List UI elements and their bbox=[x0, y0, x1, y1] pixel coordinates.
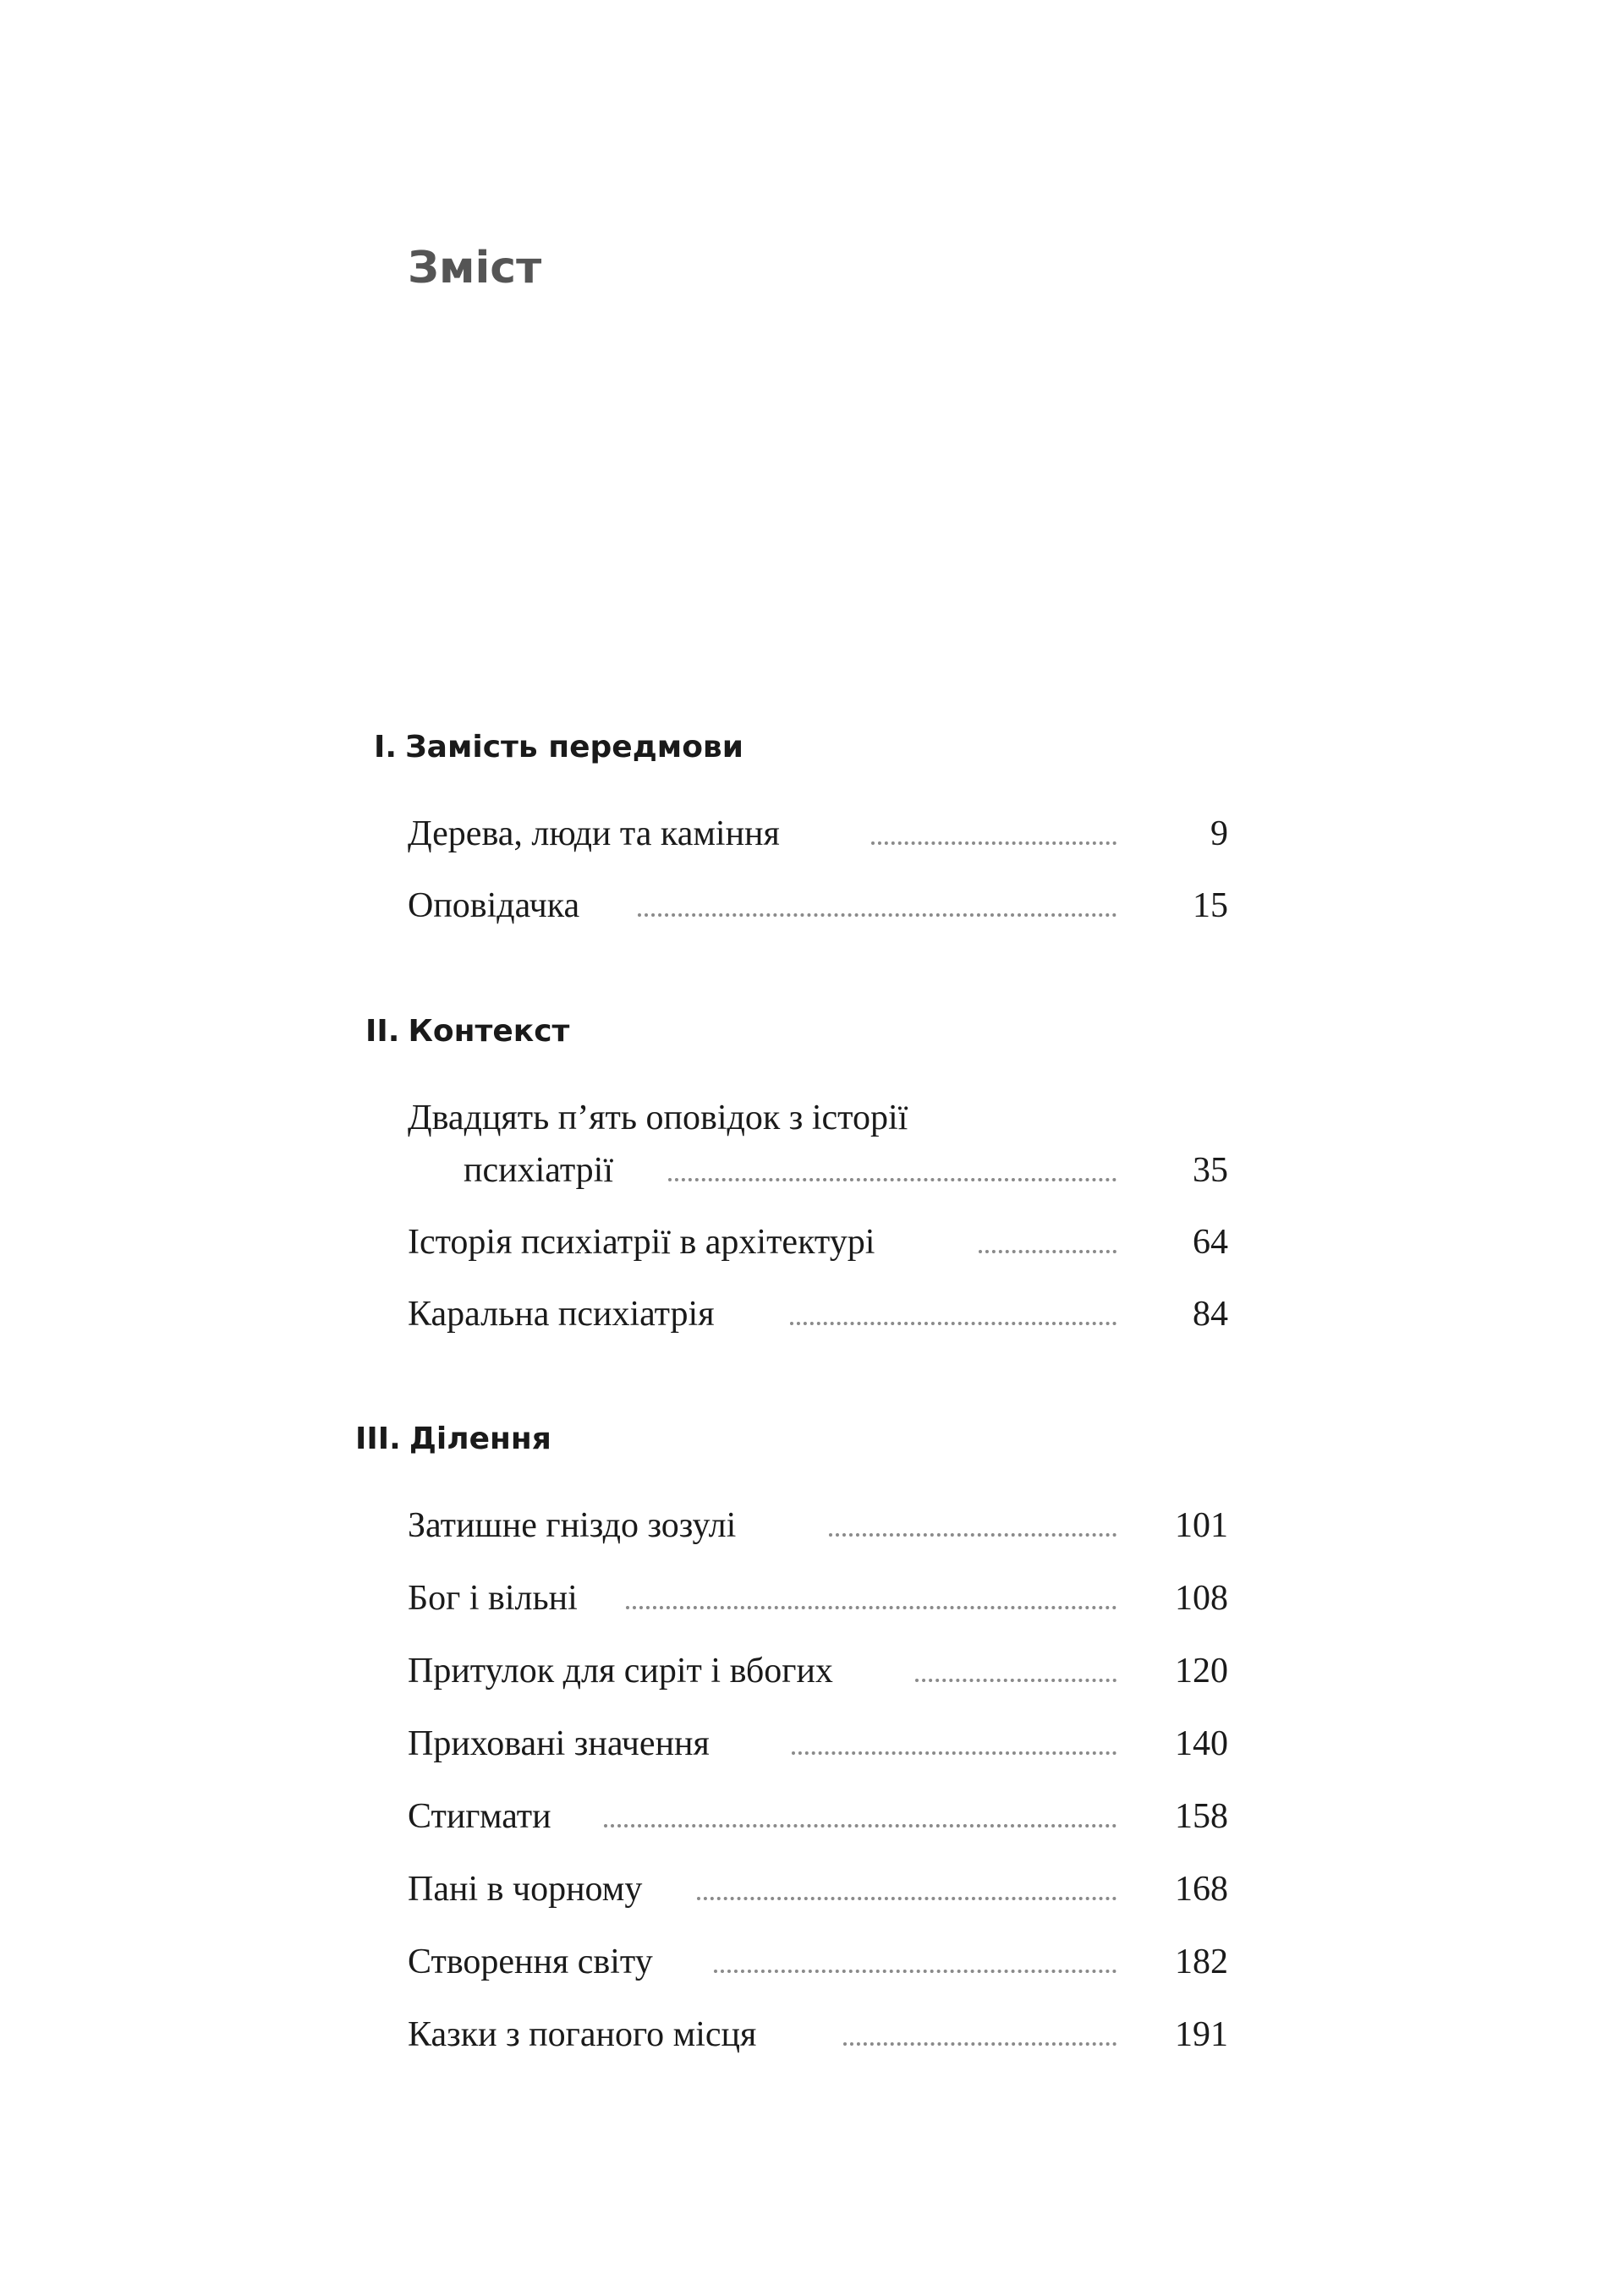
dot-leader bbox=[714, 1970, 1116, 1973]
dot-leader bbox=[829, 1533, 1116, 1537]
dot-leader bbox=[871, 841, 1116, 845]
entry-page-number: 35 bbox=[1193, 1151, 1228, 1190]
entry-title: Притулок для сиріт і вбогих bbox=[408, 1652, 833, 1690]
dot-leader bbox=[792, 1751, 1116, 1755]
toc-entry[interactable] bbox=[408, 1863, 1228, 1915]
entry-title: Історія психіатрії в архітектурі bbox=[408, 1223, 875, 1262]
entry-page-number: 84 bbox=[1193, 1295, 1228, 1334]
entry-page-number: 140 bbox=[1175, 1724, 1228, 1763]
section-heading-2 bbox=[365, 1011, 569, 1052]
entry-page-number: 120 bbox=[1175, 1652, 1228, 1690]
toc-entry[interactable] bbox=[408, 1790, 1228, 1843]
dot-leader bbox=[638, 913, 1116, 917]
entry-title: Бог і вільні bbox=[408, 1579, 578, 1618]
entry-page-number: 64 bbox=[1193, 1223, 1228, 1262]
entry-title: Дерева, люди та каміння bbox=[408, 814, 780, 853]
toc-entry[interactable] bbox=[408, 1645, 1228, 1697]
entry-page-number: 158 bbox=[1175, 1797, 1228, 1836]
dot-leader bbox=[626, 1606, 1116, 1609]
entry-title: Оповідачка bbox=[408, 886, 580, 925]
toc-entry[interactable] bbox=[408, 1936, 1228, 1988]
toc-entry[interactable] bbox=[408, 2008, 1228, 2061]
entry-title: Казки з поганого місця bbox=[408, 2015, 757, 2054]
entry-title-line-2: психіатрії bbox=[464, 1151, 614, 1190]
dot-leader bbox=[979, 1250, 1116, 1253]
section-title: Контекст bbox=[408, 1014, 570, 1049]
toc-entry[interactable] bbox=[408, 1572, 1228, 1625]
entry-title-line-1: Двадцять п’ять оповідок з історії bbox=[408, 1099, 908, 1137]
section-title: Ділення bbox=[409, 1422, 551, 1456]
toc-entry[interactable] bbox=[408, 1288, 1228, 1340]
entry-title: Затишне гніздо зозулі bbox=[408, 1506, 737, 1545]
section-heading-3 bbox=[355, 1419, 551, 1460]
toc-entry[interactable] bbox=[408, 1499, 1228, 1552]
toc-entry[interactable] bbox=[408, 1216, 1228, 1269]
dot-leader bbox=[697, 1897, 1116, 1900]
section-title: Замість передмови bbox=[405, 730, 743, 764]
dot-leader bbox=[668, 1178, 1116, 1181]
section-numeral: III. bbox=[355, 1422, 401, 1456]
toc-entry[interactable] bbox=[408, 1092, 1228, 1197]
entry-page-number: 168 bbox=[1175, 1870, 1228, 1909]
toc-entry[interactable] bbox=[408, 1718, 1228, 1770]
toc-entry[interactable] bbox=[408, 808, 1228, 860]
toc-entry[interactable] bbox=[408, 879, 1228, 932]
page-title: Зміст bbox=[408, 243, 542, 293]
entry-page-number: 101 bbox=[1175, 1506, 1228, 1545]
entry-page-number: 108 bbox=[1175, 1579, 1228, 1618]
dot-leader bbox=[790, 1322, 1116, 1325]
entry-page-number: 191 bbox=[1175, 2015, 1228, 2054]
section-heading-1 bbox=[374, 727, 743, 768]
entry-page-number: 15 bbox=[1193, 886, 1228, 925]
section-numeral: I. bbox=[374, 730, 398, 764]
entry-title: Приховані значення bbox=[408, 1724, 710, 1763]
entry-title: Стигмати bbox=[408, 1797, 551, 1836]
dot-leader bbox=[604, 1824, 1116, 1827]
section-numeral: II. bbox=[365, 1014, 400, 1049]
dot-leader bbox=[843, 2042, 1116, 2046]
entry-title: Створення світу bbox=[408, 1943, 653, 1981]
dot-leader bbox=[915, 1679, 1116, 1682]
entry-title: Пані в чорному bbox=[408, 1870, 643, 1909]
entry-page-number: 9 bbox=[1210, 814, 1228, 853]
entry-page-number: 182 bbox=[1175, 1943, 1228, 1981]
entry-title: Каральна психіатрія bbox=[408, 1295, 715, 1334]
